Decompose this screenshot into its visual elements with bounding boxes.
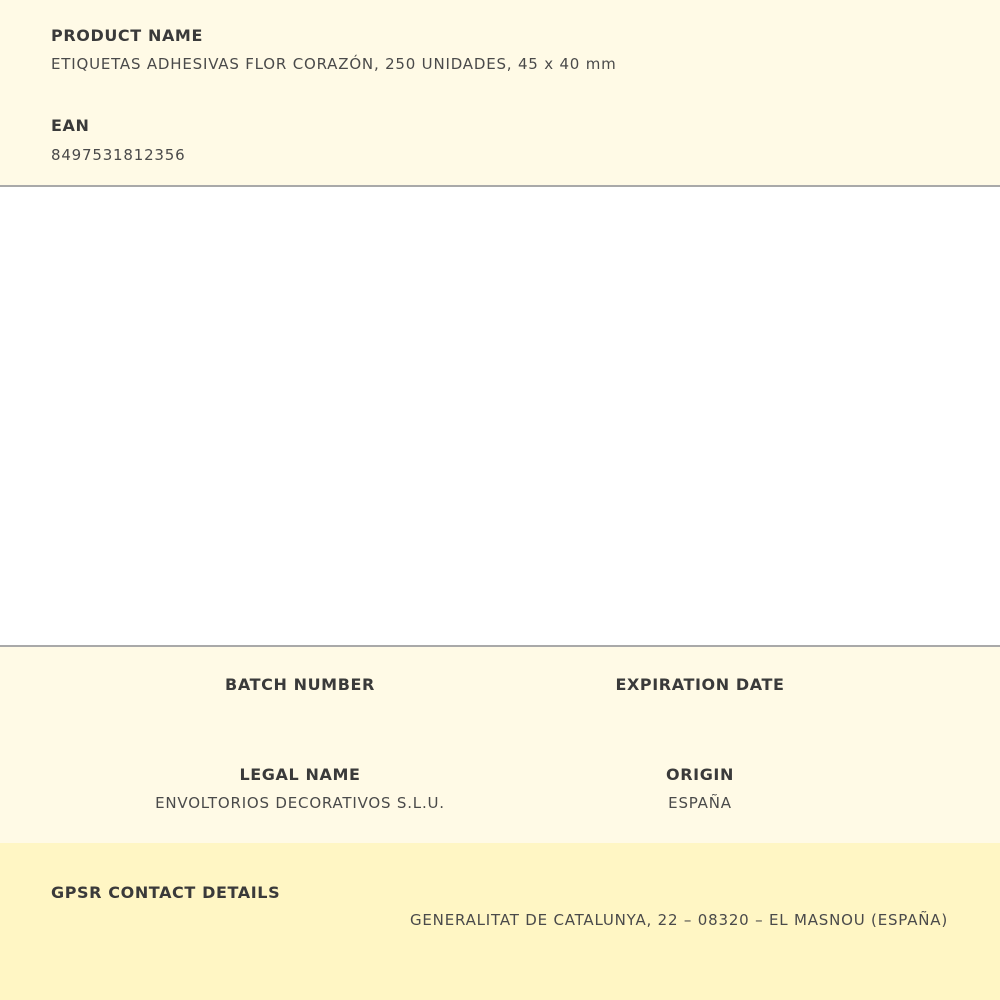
- gpsr-contact-label: GPSR CONTACT DETAILS: [51, 883, 281, 902]
- expiration-column: [500, 675, 900, 722]
- product-info-section: [0, 0, 1000, 187]
- gpsr-address: GENERALITAT DE CATALUNYA, 22 – 08320 – EL MASNOU (ESPAÑA): [409, 911, 948, 929]
- product-name-label: PRODUCT NAME: [51, 26, 203, 45]
- batch-number-label: BATCH NUMBER: [225, 675, 375, 694]
- product-name-value: ETIQUETAS ADHESIVAS FLOR CORAZÓN, 250 UNIDADES, 45 x 40 mm: [51, 55, 617, 73]
- ean-label: EAN: [51, 116, 90, 135]
- origin-column: [500, 765, 900, 812]
- origin-value: ESPAÑA: [668, 794, 732, 812]
- expiration-date-label: EXPIRATION DATE: [615, 675, 785, 694]
- batch-details-section: [0, 645, 1000, 845]
- batch-number-value: [100, 704, 500, 722]
- origin-label: ORIGIN: [666, 765, 734, 784]
- blank-area: [0, 187, 1000, 645]
- batch-column: [100, 675, 500, 722]
- expiration-date-value: [500, 704, 900, 722]
- legal-name-column: [100, 765, 500, 812]
- legal-name-value: ENVOLTORIOS DECORATIVOS S.L.U.: [155, 794, 445, 812]
- gpsr-contact-section: [0, 843, 1000, 1000]
- legal-name-label: LEGAL NAME: [239, 765, 361, 784]
- ean-value: 8497531812356: [51, 146, 186, 164]
